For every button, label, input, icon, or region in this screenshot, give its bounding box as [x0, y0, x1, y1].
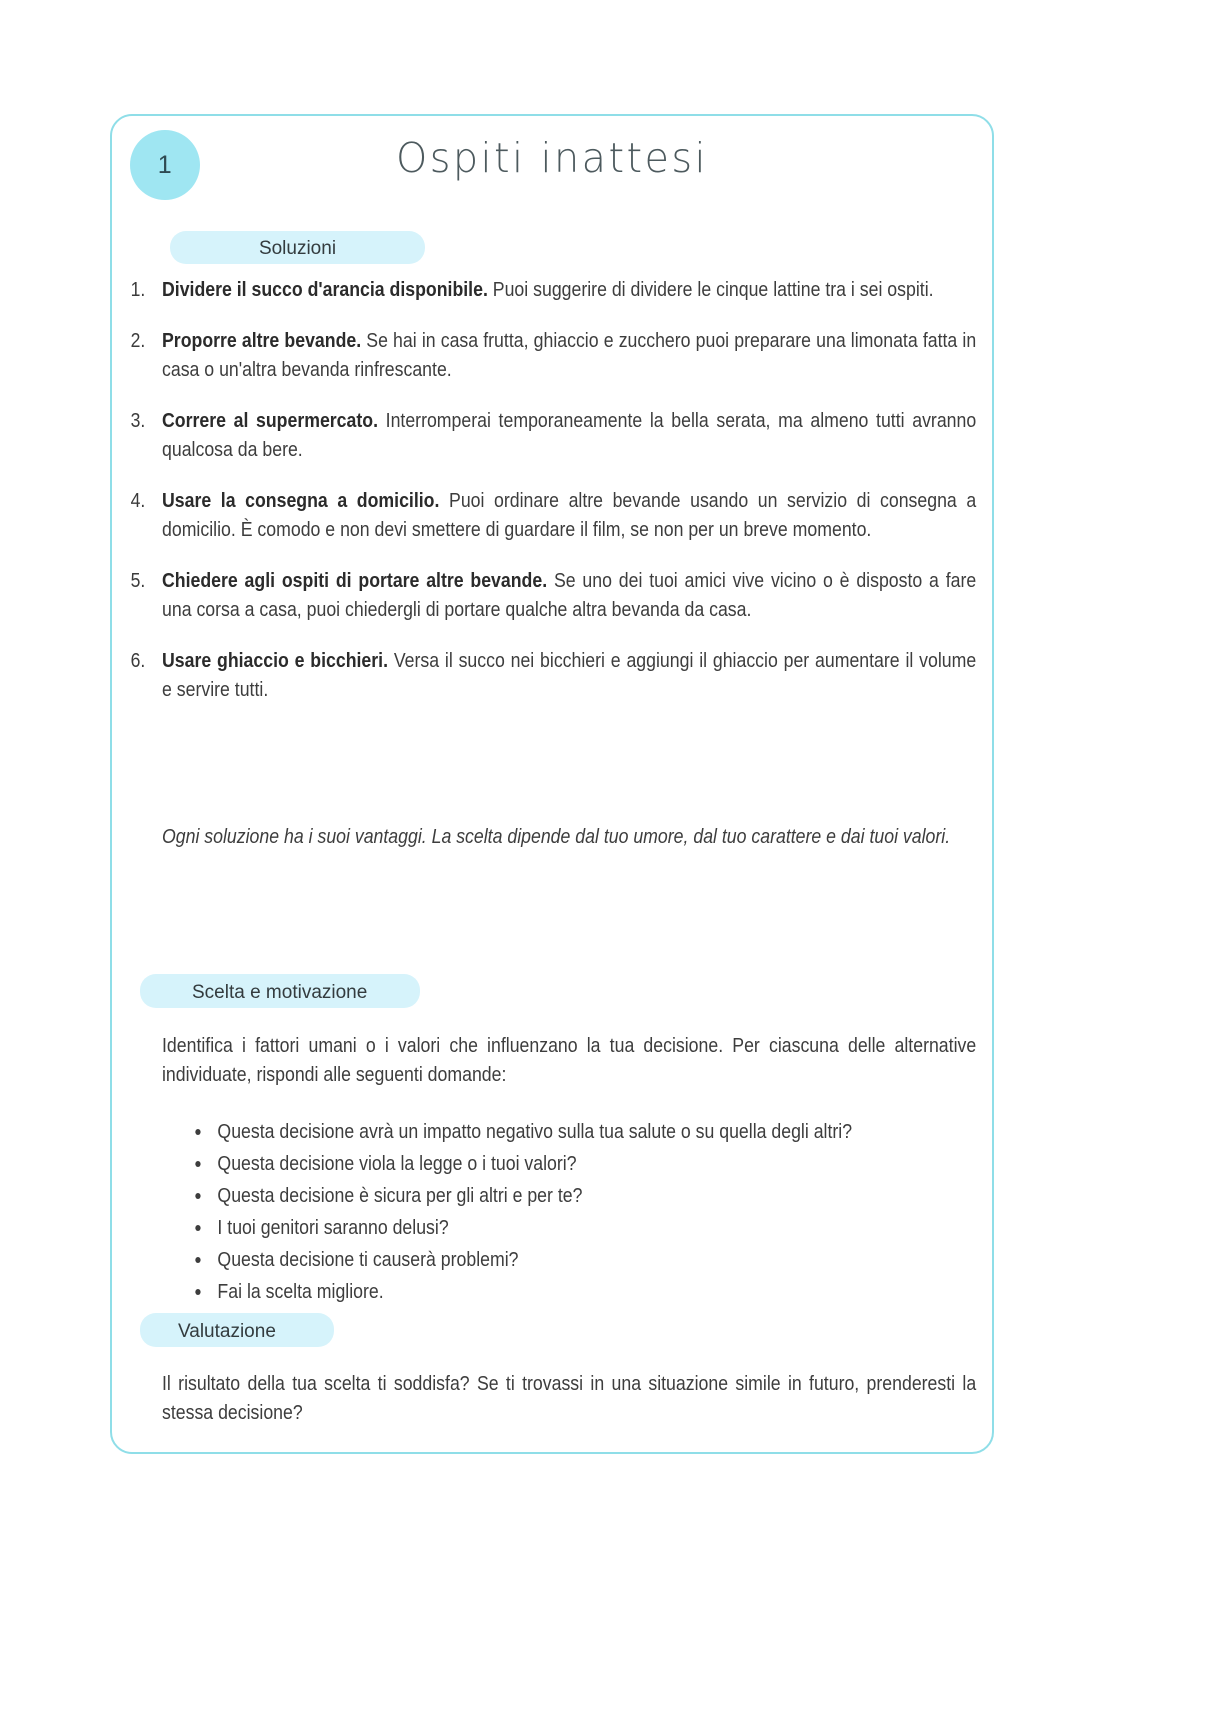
list-item-number: 5. — [130, 570, 146, 592]
list-item-text: Interromperai temporaneamente la bella serata, ma almeno tutti avranno qualcosa da bere. — [162, 410, 977, 461]
solutions-list — [128, 276, 978, 727]
list-item-lead: Usare la consegna a domicilio. — [162, 490, 440, 512]
bullet-icon — [195, 1225, 200, 1231]
bullet-icon — [195, 1161, 200, 1167]
list-item-body — [162, 567, 976, 625]
list-item — [128, 487, 978, 545]
list-item-lead: Correre al supermercato. — [162, 410, 378, 432]
list-item-body — [162, 647, 976, 705]
list-item — [128, 407, 978, 465]
section-badge-valutazione: Valutazione — [140, 1313, 334, 1347]
list-item-number: 4. — [130, 490, 146, 512]
list-item-body — [162, 276, 976, 305]
list-item-body — [162, 327, 976, 385]
list-item-lead: Dividere il succo d'arancia disponibile. — [162, 279, 488, 301]
choice-question-list — [190, 1116, 1031, 1308]
list-item-lead: Proporre altre bevande. — [162, 330, 362, 352]
bullet-icon — [195, 1193, 200, 1199]
list-item-lead: Chiedere agli ospiti di portare altre bevande. — [162, 570, 548, 592]
list-item-number: 6. — [130, 650, 146, 672]
bullet-icon — [195, 1257, 200, 1263]
list-item-text: Versa il succo nei bicchieri e aggiungi il ghiaccio per aumentare il volume e servire tutti. — [162, 650, 977, 701]
list-item-text: Puoi ordinare altre bevande usando un servizio di consegna a domicilio. È comodo e non devi smettere di guardare il film, se non per un breve momento. — [162, 490, 977, 541]
list-item-body — [162, 407, 976, 465]
list-item — [190, 1244, 1031, 1276]
list-item — [190, 1276, 1031, 1308]
evaluation-paragraph: Il risultato della tua scelta ti soddisfa? Se ti trovassi in una situazione simile in futuro, prenderesti la stessa decisione? — [162, 1373, 977, 1424]
section-badge-soluzioni: Soluzioni — [170, 231, 425, 264]
list-item — [190, 1116, 1031, 1148]
bullet-icon — [195, 1289, 200, 1295]
list-item-text: Se hai in casa frutta, ghiaccio e zucchero puoi preparare una limonata fatta in casa o un'altra bevanda rinfrescante. — [162, 330, 977, 381]
solutions-closing-note: Ogni soluzione ha i suoi vantaggi. La scelta dipende dal tuo umore, dal tuo carattere e dai tuoi valori. — [162, 826, 951, 848]
question-text: Questa decisione ti causerà problemi? — [217, 1249, 519, 1271]
choice-intro-paragraph: Identifica i fattori umani o i valori che influenzano la tua decisione. Per ciascuna delle alternative individuate, rispondi alle seguenti domande: — [162, 1035, 977, 1086]
list-item — [128, 567, 978, 625]
list-item — [190, 1180, 1031, 1212]
bullet-icon — [195, 1129, 200, 1135]
question-text: Fai la scelta migliore. — [217, 1281, 384, 1303]
list-item — [128, 327, 978, 385]
card-header — [112, 116, 992, 216]
list-item-number: 1. — [130, 279, 146, 301]
list-item-text: Se uno dei tuoi amici vive vicino o è disposto a fare una corsa a casa, puoi chiedergli di portare qualche altra bevanda da casa. — [162, 570, 977, 621]
worksheet-card — [110, 114, 994, 1454]
list-item-text: Puoi suggerire di dividere le cinque lattine tra i sei ospiti. — [487, 279, 934, 301]
list-item — [128, 647, 978, 705]
list-item — [128, 276, 978, 305]
list-item-number: 2. — [130, 330, 146, 352]
section-badge-scelta-e-motivazione: Scelta e motivazione — [140, 974, 420, 1008]
question-text: Questa decisione viola la legge o i tuoi valori? — [217, 1153, 577, 1175]
list-item — [190, 1148, 1031, 1180]
question-text: Questa decisione avrà un impatto negativo sulla tua salute o su quella degli altri? — [217, 1121, 853, 1143]
list-item-lead: Usare ghiaccio e bicchieri. — [162, 650, 389, 672]
list-item-number: 3. — [130, 410, 146, 432]
page-title: Ospiti inattesi — [395, 134, 709, 182]
question-text: Questa decisione è sicura per gli altri e per te? — [217, 1185, 583, 1207]
list-item-body — [162, 487, 976, 545]
question-text: I tuoi genitori saranno delusi? — [217, 1217, 449, 1239]
exercise-number-badge: 1 — [130, 130, 200, 200]
list-item — [190, 1212, 1031, 1244]
